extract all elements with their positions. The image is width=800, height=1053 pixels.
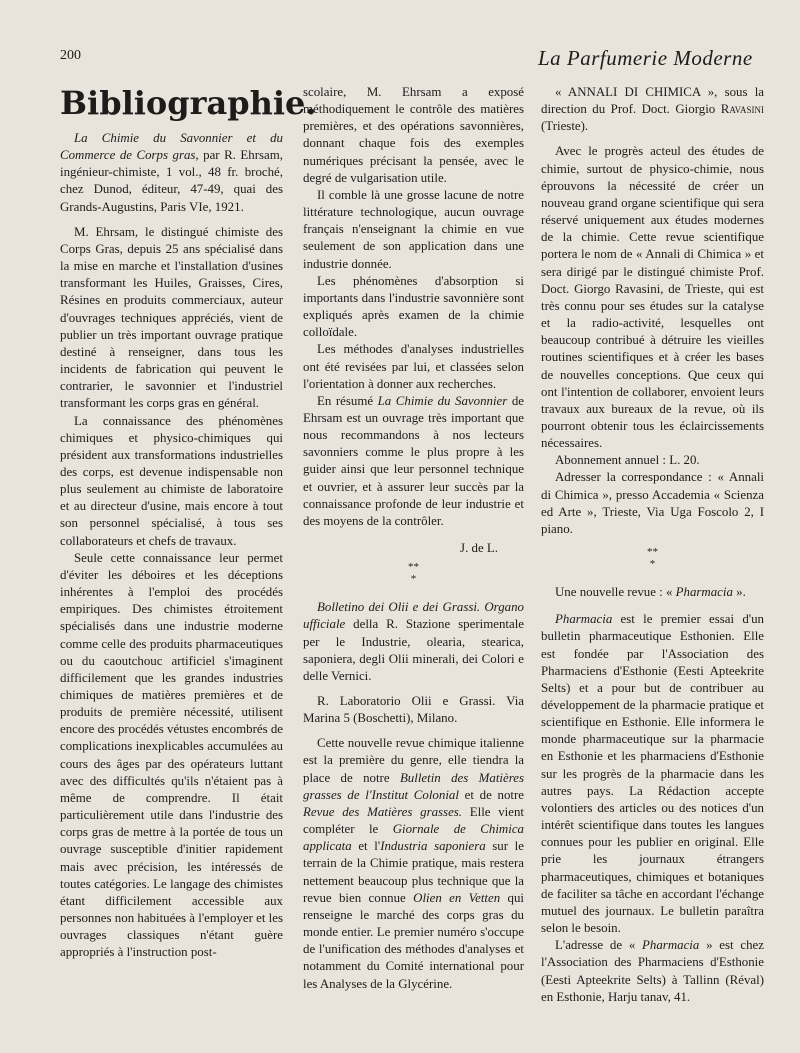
separator-stars: ** *: [408, 561, 419, 586]
separator-stars: ** *: [647, 546, 658, 571]
paragraph: Abonnement annuel : L. 20.: [555, 453, 700, 468]
paragraph: Une nouvelle revue : « Pharmacia ».: [555, 585, 746, 600]
paragraph: Les méthodes d'analyses industrielles ont été revisées par lui, et classées selon l'orientation à donner aux recherches.: [303, 342, 524, 391]
paragraph: M. Ehrsam, le distingué chimiste des Corps Gras, depuis 25 ans spécialisé dans la mise en marche et l'installation d'usines transformant les Huiles, Graisses, Cires, Résines en produits commerciaux, auteur d'ouvrages techniques appréciés, vient de publier un très important ouvrage pratique destiné à renseigner, dans tous les incidents de fabrication qui peuvent le contrarier, le savonnier et l'industriel transformant les corps gras en général.: [60, 224, 283, 411]
column-3: [541, 84, 764, 1006]
page-number: 200: [60, 48, 81, 63]
paragraph: Seule cette connaissance leur permet d'éviter les déboires et les déceptions inhérentes à l'emploi des procédés empiriques. Des chimistes étroitement spécialisés dans une industrie moderne comme celle des produits pharmaceutiques ou du caoutchouc artificiel s'imaginent difficilement que les grandes industries chimiques de matières premières et de produits de première nécessité, utilisent encore des procédés vétustes encombrés de complications inexplicables accumulées au cours des âges par des opérateurs luttant avec des difficultés qu'ils n'étaient pas à même de comprendre. Il était particulièrement utile dans l'industrie des corps gras de mettre à la portée de tous un ouvrage susceptible d'initier rapidement mais avec précision, les intéressés de toutes catégories. Le langage des chimistes étant difficilement accessible aux personnes non habituées à l'employer et les ouvrages classiques n'étant guère appropriés à l'instruction post-: [60, 550, 283, 960]
journal-reference: Bolletino dei Olii e dei Grassi. Organo ufficiale della R. Stazione sperimentale per le Industrie, olearia, stearica, saponiera, degli Olii minerali, dei Colori e delle Vernici.: [303, 600, 524, 683]
paragraph: Avec le progrès acteul des études de chimie, surtout de physico-chimie, nous éprouvons la nécessité de créer un nouveau grand organe scientifique qui sera réservé uniquement aux études modernes de la chimie. Cette revue scientifique portera le nom de « Annali di Chimica » et sera dirigé par le distingué chimiste Prof. Doct. Giorgo Ravasini, de Trieste, qui est très connu pour ses études sur la catalyse et la radio-activité, lesquelles ont beaucoup contribué à détruire les vieilles routines scientifiques et à créer les bases de nouvelles conceptions. Que ceux qui ont l'intention de collaborer, envoient leurs travaux aux bureaux de la revue, où ils pourront obtenir tous les éclaircissements nécessaires.: [541, 144, 764, 451]
paragraph: Les phénomènes d'absorption si importants dans l'industrie savonnière sont expliqués après examen de la chimie colloïdale.: [303, 273, 524, 340]
paragraph: Cette nouvelle revue chimique italienne est la première du genre, elle tiendra la place de notre Bulletin des Matières grasses de l'Institut Colonial et de notre Revue des Matières grasses. Elle vient compléter le Giornale de Chimica applicata et l'Industria saponiera sur le terrain de la Chimie pratique, mais restera nettement beaucoup plus technique que la revue bien connue Olien en Vetten qui renseigne le marché des corps gras du monde entier. Le premier numéro s'occupe de l'unification des méthodes d'analyses et notamment du Comité international pour les Analyses de la Glycérine.: [303, 736, 525, 991]
column-1: [60, 84, 317, 962]
paragraph: Pharmacia est le premier essai d'un bulletin pharmaceutique Esthonien. Elle est fondée par l'Association des Pharmaciens d'Esthonie (Eesti Apteekrite Selts) et a pour but de contribuer au développement de la pharmacie pratique et scientifique en Esthonie. Elle informera le monde pharmaceutique sur la pharmacie en Esthonie et les pharmaciens d'Esthonie sur les progrès de la pharmacie dans les autres pays. La Rédaction accepte volontiers des articles ou des notices d'un intérêt scientifique dans toutes les langues connues pour les publier en original. Elle prie les journaux étrangers pharmaceutiques, chimiques et botaniques de faciliter sa tâche en accordant l'échange mutuel des journaux. Le bulletin paraîtra selon le besoin.: [541, 612, 764, 936]
paragraph: scolaire, M. Ehrsam a exposé méthodiquement le contrôle des matières premières, et des opérations savonnières, donnant chaque fois des exemples numériques précisant la pensée, avec le degré de vulgarisation utile.: [303, 85, 524, 185]
book-reference: La Chimie du Savonnier et du Commerce de Corps gras, par R. Ehrsam, ingénieur-chimiste, 1 vol., 48 fr. broché, chez Dunod, éditeur, 47-49, quai des Grands-Augustins, Paris VIe, 1921.: [60, 131, 283, 214]
column-2: [303, 84, 524, 993]
journal-title: La Parfumerie Moderne: [538, 46, 753, 70]
journal-reference: « ANNALI DI CHIMICA », sous la direction du Prof. Doct. Giorgio Ravasini (Trieste).: [541, 85, 764, 134]
paragraph: En résumé La Chimie du Savonnier de Ehrsam est un ouvrage très important que nous recommandons à nos lecteurs savonniers comme le plus propre à les guider ainsi que leur personnel technique et ouvrier, et à assurer leur succès par la connaissance profonde de leur industrie et des moyens de la contrôler.: [303, 393, 524, 528]
section-title: Bibliographie.: [60, 84, 317, 122]
address: R. Laboratorio Olii e Grassi. Via Marina 5 (Boschetti), Milano.: [303, 694, 524, 726]
signature: J. de L.: [460, 541, 498, 556]
paragraph: Adresser la correspondance : « Annali di Chimica », presso Accademia « Scienza ed Arte », Trieste, Via Uga Foscolo 2, I piano.: [541, 470, 764, 536]
paragraph: La connaissance des phénomènes chimiques et physico-chimiques qui président aux transformations industrielles des corps, est devenue indispensable non plus seulement au chimiste de laboratoire et au directeur d'usine, mais encore à tout son personnel spécialisé, à tous ses collaborateurs et chefs de travaux.: [60, 413, 283, 548]
paragraph: L'adresse de « Pharmacia » est chez l'Association des Pharmaciens d'Esthonie (Eesti Apteekrite Selts) à Tallinn (Réval) en Esthonie, Harju tanav, 41.: [541, 938, 764, 1004]
paragraph: Il comble là une grosse lacune de notre littérature technologique, aucun ouvrage français n'enseignant la chimie en vue seulement de son application dans une industrie donnée.: [303, 187, 524, 271]
